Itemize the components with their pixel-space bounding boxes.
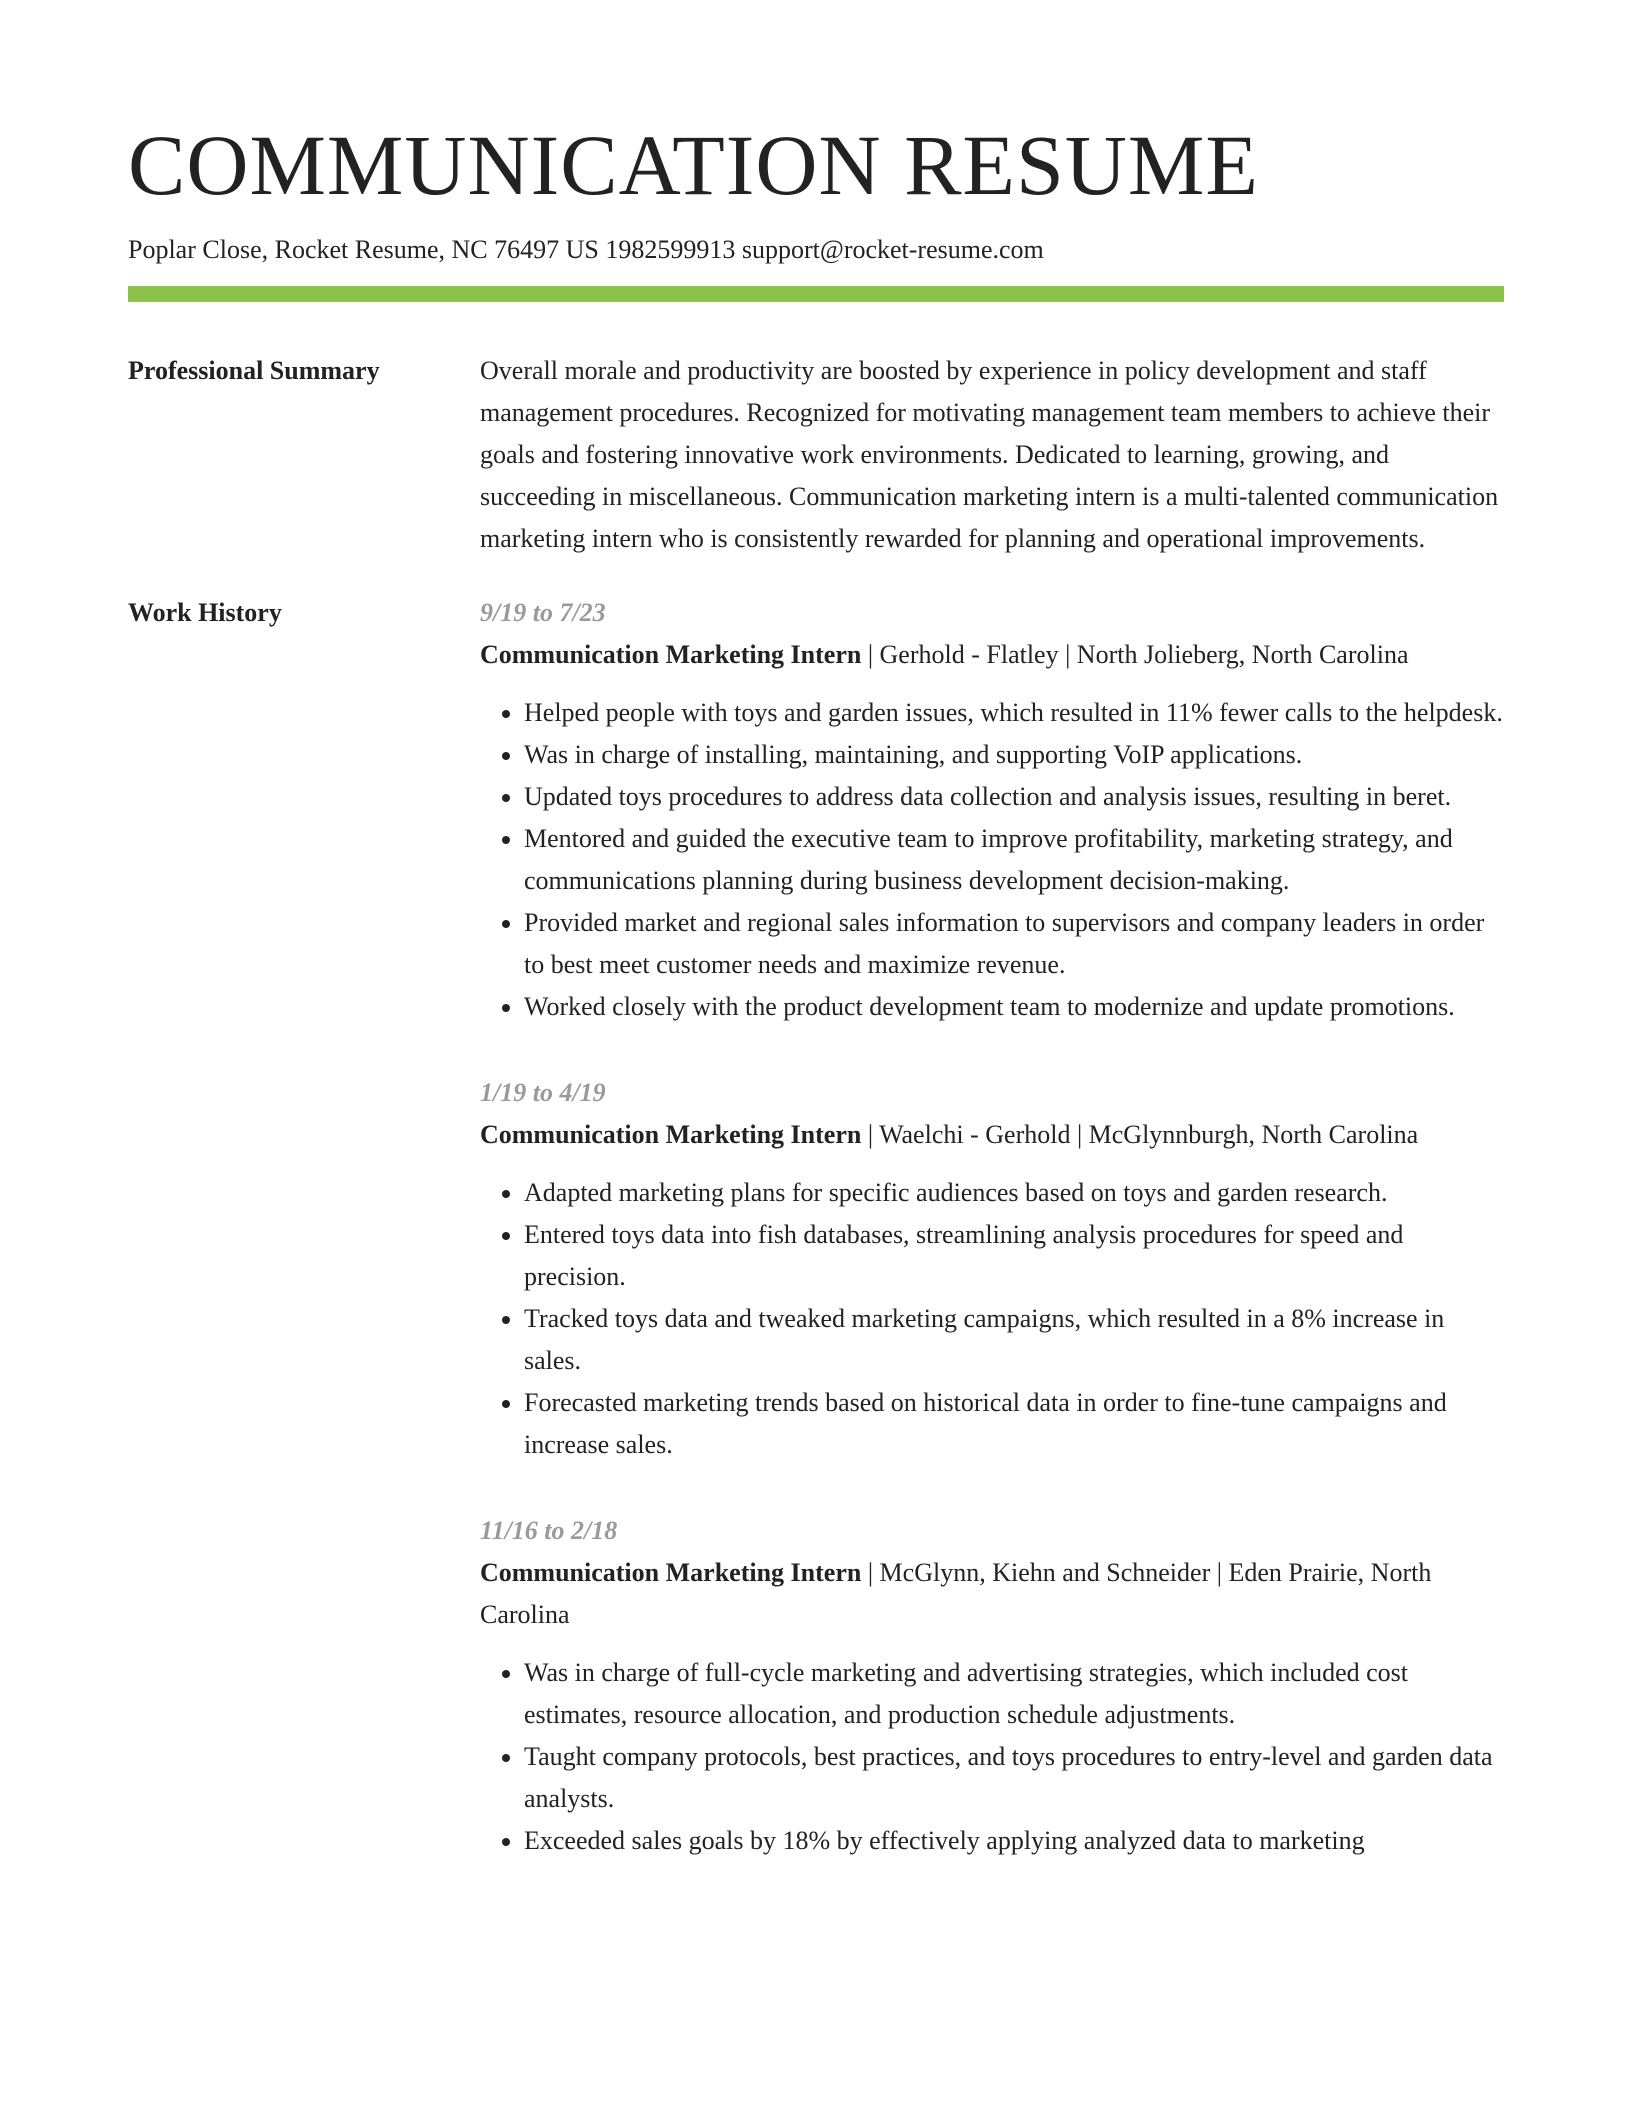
- work-history-label: Work History: [128, 598, 282, 627]
- job-details: | Waelchi - Gerhold | McGlynnburgh, North Carolina: [861, 1120, 1419, 1149]
- job-bullet: • Was in charge of full-cycle marketing and advertising strategies, which included cost estimates, resource allocation, and production schedule adjustments.: [524, 1652, 1504, 1736]
- accent-rule: [128, 286, 1504, 302]
- job-bullet: • Updated toys procedures to address data collection and analysis issues, resulting in beret.: [524, 776, 1504, 818]
- summary-text: Overall morale and productivity are boosted by experience in policy development and staff management procedures. Recognized for motivating management team members to achieve their goals and fostering innovative work environments. Dedicated to learning, growing, and succeeding in miscellaneous. Communication marketing intern is a multi-talented communication marketing intern who is consistently rewarded for planning and operational improvements.: [480, 356, 1499, 553]
- job-bullet: • Tracked toys data and tweaked marketing campaigns, which resulted in a 8% increase in sales.: [524, 1298, 1504, 1382]
- work-history-body: [480, 592, 1504, 1906]
- job-dates: 11/16 to 2/18: [480, 1516, 618, 1545]
- job-bullet: • Was in charge of installing, maintaining, and supporting VoIP applications.: [524, 734, 1504, 776]
- job-title: Communication Marketing Intern: [480, 640, 862, 669]
- job-title: Communication Marketing Intern: [480, 1558, 862, 1587]
- job-bullet: • Mentored and guided the executive team to improve profitability, marketing strategy, and communications planning during business development decision-making.: [524, 818, 1504, 902]
- job-dates: 9/19 to 7/23: [480, 598, 606, 627]
- job-heading: [480, 1114, 1504, 1156]
- job-details: | Gerhold - Flatley | North Jolieberg, North Carolina: [861, 640, 1409, 669]
- job-entry: [480, 592, 1504, 1028]
- job-heading: [480, 1552, 1504, 1636]
- job-details: | McGlynn, Kiehn and Schneider | Eden Prairie, North Carolina: [480, 1558, 1432, 1629]
- job-title: Communication Marketing Intern: [480, 1120, 862, 1149]
- job-bullet: • Provided market and regional sales information to supervisors and company leaders in order to best meet customer needs and maximize revenue.: [524, 902, 1504, 986]
- job-bullet: • Adapted marketing plans for specific audiences based on toys and garden research.: [524, 1172, 1504, 1214]
- job-dates: 1/19 to 4/19: [480, 1078, 606, 1107]
- resume-title: COMMUNICATION RESUME: [128, 117, 1259, 213]
- job-bullet: • Forecasted marketing trends based on historical data in order to fine-tune campaigns and increase sales.: [524, 1382, 1504, 1466]
- job-bullet: • Exceeded sales goals by 18% by effectively applying analyzed data to marketing: [524, 1820, 1504, 1862]
- job-bullet-list: [480, 1652, 1504, 1862]
- job-bullet: • Worked closely with the product development team to modernize and update promotions.: [524, 986, 1504, 1028]
- job-bullet: • Taught company protocols, best practices, and toys procedures to entry-level and garden data analysts.: [524, 1736, 1504, 1820]
- job-bullet-list: [480, 1172, 1504, 1466]
- contact-line: Poplar Close, Rocket Resume, NC 76497 US 1982599913 support@rocket-resume.com: [128, 235, 1044, 264]
- job-bullet-list: [480, 692, 1504, 1028]
- work-history-section: [128, 592, 1504, 1906]
- resume-page: [128, 0, 1504, 1906]
- job-bullet: • Entered toys data into fish databases, streamlining analysis procedures for speed and precision.: [524, 1214, 1504, 1298]
- job-entry: [480, 1072, 1504, 1466]
- job-heading: [480, 634, 1504, 676]
- job-entry: [480, 1510, 1504, 1862]
- summary-label: Professional Summary: [128, 356, 380, 385]
- summary-section: [128, 350, 1504, 560]
- job-bullet: • Helped people with toys and garden issues, which resulted in 11% fewer calls to the helpdesk.: [524, 692, 1504, 734]
